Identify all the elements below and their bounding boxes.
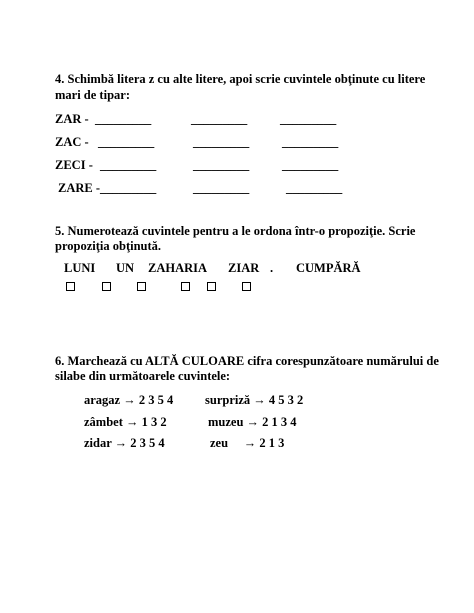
syllable-word: aragaz [84, 393, 121, 407]
answer-blank[interactable]: _________ [100, 181, 157, 195]
row-label: ZAR - [55, 112, 89, 126]
number-box[interactable] [242, 282, 251, 291]
exercise-5-instruction-line2: propoziţia obţinută. [55, 239, 162, 253]
answer-blank[interactable]: _________ [282, 135, 339, 149]
syllable-item [205, 393, 303, 408]
answer-blank[interactable]: _________ [191, 112, 248, 126]
syllable-options[interactable]: 2 3 5 4 [130, 436, 165, 450]
arrow-icon: → [253, 393, 266, 407]
syllable-word: surpriză [205, 393, 251, 407]
arrow-icon: → [114, 436, 128, 450]
exercise-6-instruction-line2: silabe din următoarele cuvintele: [55, 369, 231, 383]
answer-blank[interactable]: _________ [282, 158, 339, 172]
arrow-icon: → [123, 393, 136, 407]
answer-blank[interactable]: _________ [100, 158, 157, 172]
number-box[interactable] [207, 282, 216, 291]
syllable-word: zâmbet [84, 415, 123, 429]
row-label: ZAC - [55, 135, 89, 149]
exercise-5-instruction-line1: 5. Numerotează cuvintele pentru a le ordona într-o propoziţie. Scrie [55, 224, 416, 238]
answer-blank[interactable]: _________ [193, 135, 250, 149]
number-box[interactable] [181, 282, 190, 291]
answer-blank[interactable]: _________ [95, 112, 152, 126]
syllable-item [84, 393, 173, 408]
answer-blank[interactable]: _________ [193, 158, 250, 172]
syllable-options[interactable]: 2 1 3 4 [262, 415, 297, 429]
exercise-4-instruction-line1: 4. Schimbă litera z cu alte litere, apoi scrie cuvintele obţinute cu litere [55, 72, 426, 86]
word-card: . [270, 261, 274, 275]
word-card: CUMPĂRĂ [296, 261, 361, 275]
syllable-item [210, 436, 284, 451]
syllable-options[interactable]: 4 5 3 2 [268, 393, 304, 407]
syllable-item [84, 415, 167, 430]
number-box[interactable] [102, 282, 111, 291]
number-box[interactable] [66, 282, 75, 291]
exercise-4-instruction-line2: mari de tipar: [55, 88, 130, 102]
exercise-6-instruction-line1: 6. Marchează cu ALTĂ CULOARE cifra corespunzătoare numărului de [55, 354, 439, 368]
syllable-word: zidar [84, 436, 112, 450]
arrow-icon: → [231, 436, 257, 450]
word-card: LUNI [64, 261, 96, 275]
row-label: ZARE - [58, 181, 101, 195]
syllable-word: zeu [210, 436, 229, 450]
answer-blank[interactable]: _________ [286, 181, 343, 195]
word-card: UN [116, 261, 135, 275]
syllable-item [208, 415, 297, 430]
syllable-options[interactable]: 1 3 2 [141, 415, 167, 429]
syllable-word: muzeu [208, 415, 244, 429]
syllable-item [84, 436, 165, 451]
word-card: ZAHARIA [148, 261, 208, 275]
answer-blank[interactable]: _________ [280, 112, 337, 126]
syllable-options[interactable]: 2 3 5 4 [138, 393, 174, 407]
answer-blank[interactable]: _________ [193, 181, 250, 195]
arrow-icon: → [246, 415, 260, 429]
answer-blank[interactable]: _________ [98, 135, 155, 149]
number-box[interactable] [137, 282, 146, 291]
row-label: ZECI - [55, 158, 93, 172]
syllable-options[interactable]: 2 1 3 [259, 436, 285, 450]
arrow-icon: → [126, 415, 139, 429]
word-card: ZIAR [228, 261, 260, 275]
